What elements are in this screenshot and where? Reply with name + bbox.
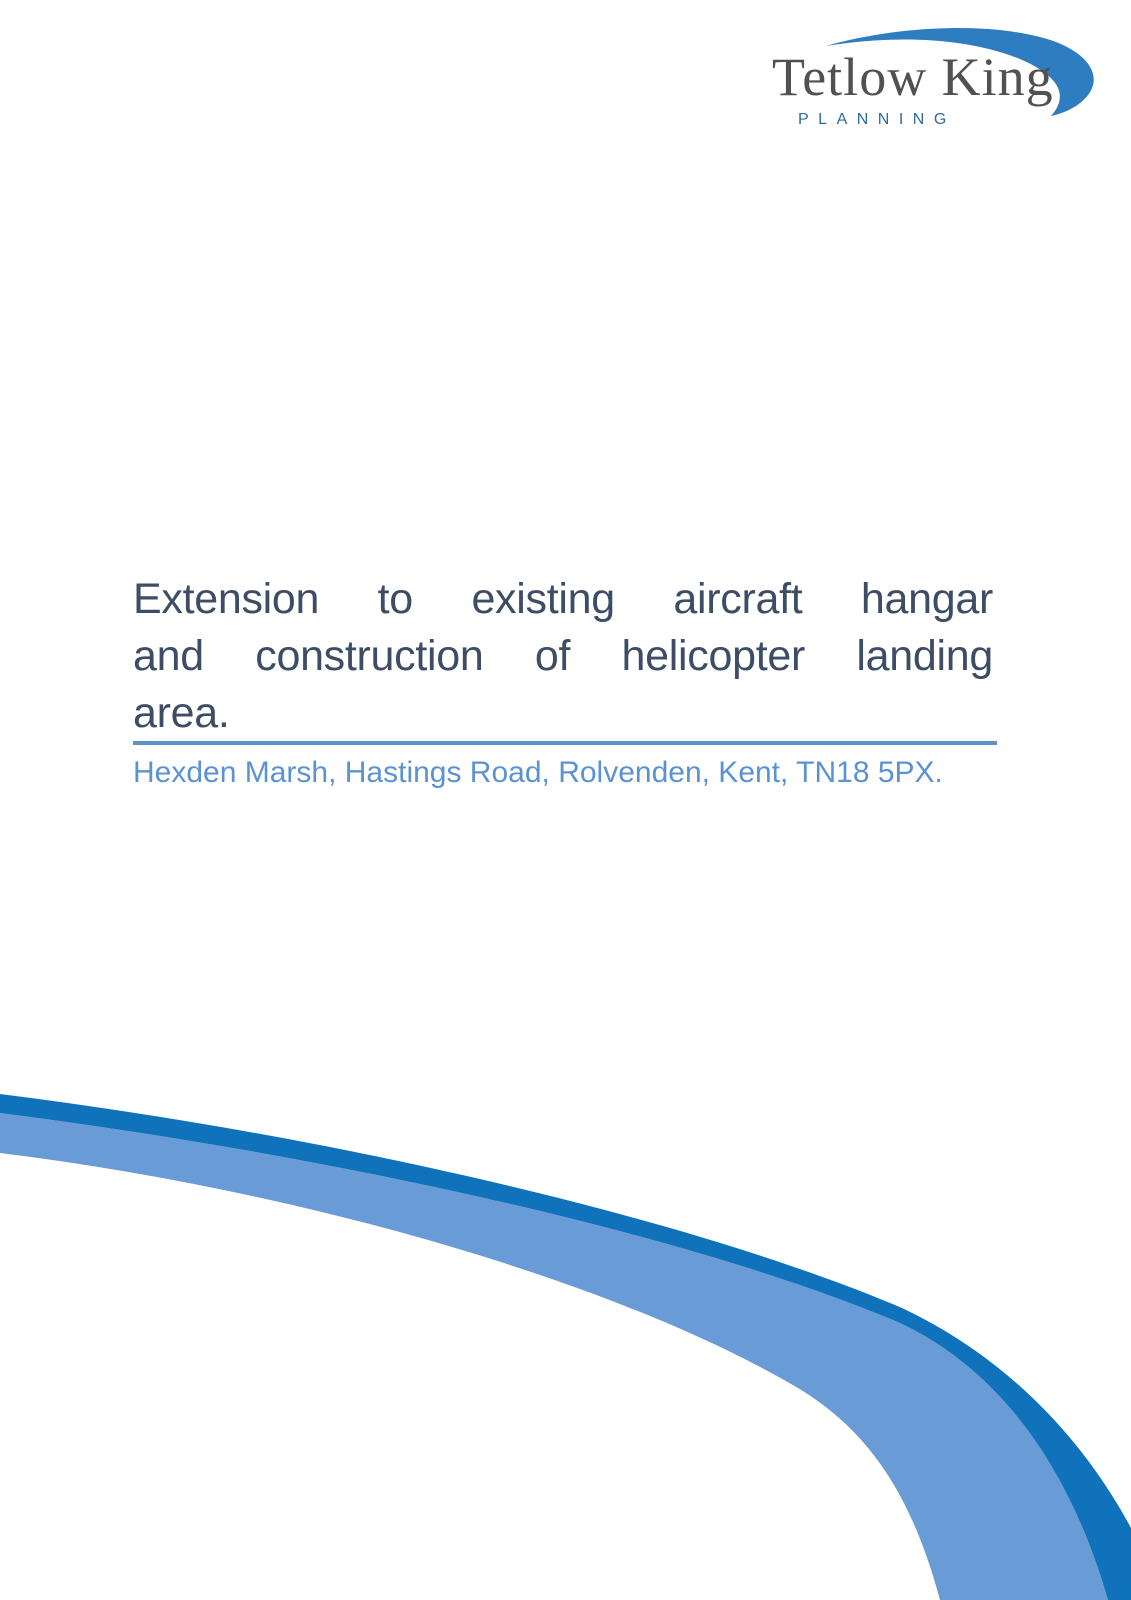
document-title (133, 571, 993, 742)
logo-wordmark: Tetlow King (772, 47, 1054, 107)
site-address: Hexden Marsh, Hastings Road, Rolvenden, Kent, TN18 5PX. (133, 756, 943, 789)
logo-tagline: PLANNING (798, 111, 956, 128)
document-title-line-3: area. (133, 689, 230, 737)
document-title-line-2: and construction of helicopter landing (133, 632, 993, 680)
document-title-line-1: Extension to existing aircraft hangar (133, 575, 993, 623)
title-divider (133, 741, 997, 745)
footer-wave-light-band (0, 1113, 1108, 1600)
